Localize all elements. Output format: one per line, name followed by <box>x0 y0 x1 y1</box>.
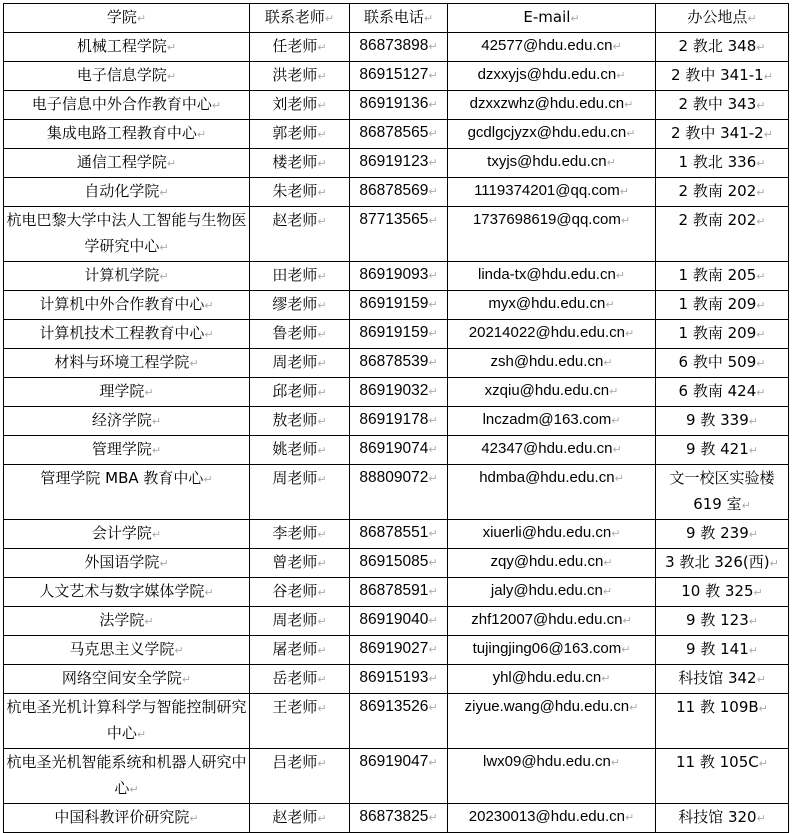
college-cell: 计算机学院↵ <box>4 262 250 291</box>
phone-text: 86878591 <box>359 582 429 599</box>
college-cell: 杭电巴黎大学中法人工智能与生物医学研究中心↵ <box>4 207 250 262</box>
email-text: dzxxzwhz@hdu.edu.cn <box>469 95 625 112</box>
phone-cell: 86919047↵ <box>350 749 448 804</box>
contact-table <box>3 3 789 833</box>
contact-table-body <box>4 4 789 833</box>
phone-text: 86919178 <box>359 411 429 428</box>
college-text: 网络空间安全学院 <box>61 669 182 687</box>
table-row <box>4 520 789 549</box>
email-text: 20214022@hdu.edu.cn <box>468 324 625 341</box>
office-text: 9 教 123 <box>686 611 749 629</box>
teacher-cell: 洪老师↵ <box>250 62 350 91</box>
table-row <box>4 665 789 694</box>
college-cell: 通信工程学院↵ <box>4 149 250 178</box>
office-cell: 9 教 239↵ <box>656 520 789 549</box>
table-row <box>4 636 789 665</box>
college-text: 电子信息中外合作教育中心 <box>31 95 212 113</box>
phone-cell: 86878539↵ <box>350 349 448 378</box>
email-text: xiuerli@hdu.edu.cn <box>482 524 612 541</box>
email-cell: xzqiu@hdu.edu.cn↵ <box>448 378 656 407</box>
office-cell: 9 教 421↵ <box>656 436 789 465</box>
table-row <box>4 407 789 436</box>
college-cell: 电子信息中外合作教育中心↵ <box>4 91 250 120</box>
phone-cell: 86873825↵ <box>350 804 448 833</box>
email-text: 42577@hdu.edu.cn <box>481 37 613 54</box>
phone-text: 88809072 <box>359 469 429 486</box>
college-cell: 马克思主义学院↵ <box>4 636 250 665</box>
teacher-text: 邱老师 <box>272 382 318 400</box>
header-teacher: 联系老师↵ <box>250 4 350 33</box>
email-text: zqy@hdu.edu.cn <box>490 553 604 570</box>
teacher-cell: 邱老师↵ <box>250 378 350 407</box>
college-text: 人文艺术与数字媒体学院 <box>39 582 205 600</box>
table-row <box>4 804 789 833</box>
email-cell: lwx09@hdu.edu.cn↵ <box>448 749 656 804</box>
college-text: 杭电巴黎大学中法人工智能与生物医学研究中心 <box>6 211 247 255</box>
phone-text: 86919027 <box>359 640 429 657</box>
table-row <box>4 149 789 178</box>
email-text: 42347@hdu.edu.cn <box>481 440 613 457</box>
office-text: 6 教南 424 <box>678 382 757 400</box>
phone-text: 86873898 <box>359 37 429 54</box>
office-text: 11 教 105C <box>676 753 759 771</box>
email-cell: 42347@hdu.edu.cn↵ <box>448 436 656 465</box>
teacher-cell: 田老师↵ <box>250 262 350 291</box>
table-row <box>4 378 789 407</box>
table-row <box>4 91 789 120</box>
phone-text: 87713565 <box>359 211 429 228</box>
teacher-cell: 周老师↵ <box>250 607 350 636</box>
email-cell: tujingjing06@163.com↵ <box>448 636 656 665</box>
email-cell: xiuerli@hdu.edu.cn↵ <box>448 520 656 549</box>
office-text: 9 教 339 <box>686 411 749 429</box>
email-cell: jaly@hdu.edu.cn↵ <box>448 578 656 607</box>
header-email: E-mail↵ <box>448 4 656 33</box>
office-text: 2 教南 202 <box>678 182 757 200</box>
college-cell: 材料与环境工程学院↵ <box>4 349 250 378</box>
phone-cell: 86915127↵ <box>350 62 448 91</box>
email-cell: dzxxyjs@hdu.edu.cn↵ <box>448 62 656 91</box>
phone-cell: 86878591↵ <box>350 578 448 607</box>
phone-text: 86878565 <box>359 124 429 141</box>
office-text: 1 教北 336 <box>678 153 757 171</box>
phone-text: 86915193 <box>359 669 429 686</box>
phone-text: 86878539 <box>359 353 429 370</box>
office-cell: 11 教 109B↵ <box>656 694 789 749</box>
phone-text: 86919159 <box>359 295 429 312</box>
teacher-text: 鲁老师 <box>272 324 318 342</box>
phone-text: 86919123 <box>359 153 429 170</box>
email-text: tujingjing06@163.com <box>472 640 622 657</box>
teacher-text: 吕老师 <box>272 753 318 771</box>
college-text: 自动化学院 <box>84 182 160 200</box>
college-cell: 计算机技术工程教育中心↵ <box>4 320 250 349</box>
email-text: jaly@hdu.edu.cn <box>490 582 603 599</box>
office-text: 1 教南 209 <box>678 324 757 342</box>
email-text: linda-tx@hdu.edu.cn <box>477 266 616 283</box>
college-cell: 杭电圣光机计算科学与智能控制研究中心↵ <box>4 694 250 749</box>
email-text: 20230013@hdu.edu.cn <box>468 808 625 825</box>
phone-cell: 86919093↵ <box>350 262 448 291</box>
email-text: myx@hdu.edu.cn <box>488 295 606 312</box>
teacher-text: 姚老师 <box>272 440 318 458</box>
email-cell: linda-tx@hdu.edu.cn↵ <box>448 262 656 291</box>
email-cell: 20230013@hdu.edu.cn↵ <box>448 804 656 833</box>
teacher-text: 田老师 <box>272 266 318 284</box>
college-text: 电子信息学院 <box>76 66 167 84</box>
office-cell: 2 教南 202↵ <box>656 207 789 262</box>
email-cell: 1737698619@qq.com↵ <box>448 207 656 262</box>
office-text: 科技馆 320 <box>678 808 757 826</box>
header-row <box>4 4 789 33</box>
teacher-cell: 吕老师↵ <box>250 749 350 804</box>
college-text: 计算机技术工程教育中心 <box>39 324 205 342</box>
table-row <box>4 349 789 378</box>
phone-cell: 86919178↵ <box>350 407 448 436</box>
email-text: 1119374201@qq.com <box>474 182 620 199</box>
phone-cell: 86919032↵ <box>350 378 448 407</box>
teacher-cell: 赵老师↵ <box>250 207 350 262</box>
office-text: 2 教中 341-2 <box>671 124 764 142</box>
office-cell: 1 教北 336↵ <box>656 149 789 178</box>
email-text: txyjs@hdu.edu.cn <box>487 153 607 170</box>
phone-text: 86919074 <box>359 440 429 457</box>
phone-cell: 88809072↵ <box>350 465 448 520</box>
email-text: 1737698619@qq.com <box>472 211 621 228</box>
email-cell: zsh@hdu.edu.cn↵ <box>448 349 656 378</box>
college-cell: 经济学院↵ <box>4 407 250 436</box>
college-text: 理学院 <box>99 382 145 400</box>
office-text: 科技馆 342 <box>678 669 757 687</box>
college-text: 外国语学院 <box>84 553 160 571</box>
college-cell: 计算机中外合作教育中心↵ <box>4 291 250 320</box>
office-cell: 9 教 141↵ <box>656 636 789 665</box>
table-row <box>4 33 789 62</box>
phone-cell: 87713565↵ <box>350 207 448 262</box>
office-text: 3 教北 326(西) <box>665 553 770 571</box>
phone-text: 86915127 <box>359 66 429 83</box>
phone-cell: 86919123↵ <box>350 149 448 178</box>
email-cell: ziyue.wang@hdu.edu.cn↵ <box>448 694 656 749</box>
teacher-text: 岳老师 <box>272 669 318 687</box>
office-cell: 3 教北 326(西)↵ <box>656 549 789 578</box>
teacher-text: 敖老师 <box>272 411 318 429</box>
college-text: 马克思主义学院 <box>69 640 175 658</box>
teacher-cell: 敖老师↵ <box>250 407 350 436</box>
teacher-text: 周老师 <box>272 611 318 629</box>
teacher-text: 朱老师 <box>272 182 318 200</box>
teacher-text: 缪老师 <box>272 295 318 313</box>
table-row <box>4 262 789 291</box>
college-cell: 人文艺术与数字媒体学院↵ <box>4 578 250 607</box>
header-office: 办公地点↵ <box>656 4 789 33</box>
table-row <box>4 62 789 91</box>
email-cell: yhl@hdu.edu.cn↵ <box>448 665 656 694</box>
office-text: 2 教南 202 <box>678 211 757 229</box>
email-cell: 1119374201@qq.com↵ <box>448 178 656 207</box>
teacher-text: 王老师 <box>272 698 318 716</box>
phone-text: 86919136 <box>359 95 429 112</box>
college-text: 杭电圣光机计算科学与智能控制研究中心 <box>6 698 247 742</box>
phone-cell: 86915193↵ <box>350 665 448 694</box>
email-cell: gcdlgcjyzx@hdu.edu.cn↵ <box>448 120 656 149</box>
phone-cell: 86878551↵ <box>350 520 448 549</box>
college-text: 机械工程学院 <box>76 37 167 55</box>
office-text: 1 教南 209 <box>678 295 757 313</box>
teacher-text: 刘老师 <box>272 95 318 113</box>
office-cell: 1 教南 209↵ <box>656 320 789 349</box>
table-row <box>4 320 789 349</box>
office-cell: 6 教中 509↵ <box>656 349 789 378</box>
header-college: 学院↵ <box>4 4 250 33</box>
college-text: 材料与环境工程学院 <box>54 353 190 371</box>
college-cell: 中国科教评价研究院↵ <box>4 804 250 833</box>
college-cell: 电子信息学院↵ <box>4 62 250 91</box>
office-cell: 9 教 339↵ <box>656 407 789 436</box>
teacher-cell: 刘老师↵ <box>250 91 350 120</box>
college-text: 管理学院 <box>91 440 152 458</box>
college-text: 集成电路工程教育中心 <box>46 124 197 142</box>
email-text: yhl@hdu.edu.cn <box>492 669 602 686</box>
teacher-text: 谷老师 <box>272 582 318 600</box>
teacher-text: 任老师 <box>272 37 318 55</box>
email-text: dzxxyjs@hdu.edu.cn <box>477 66 617 83</box>
teacher-text: 周老师 <box>272 353 318 371</box>
email-cell: 20214022@hdu.edu.cn↵ <box>448 320 656 349</box>
office-text: 2 教中 341-1 <box>671 66 764 84</box>
email-text: lwx09@hdu.edu.cn <box>482 753 611 770</box>
office-text: 9 教 239 <box>686 524 749 542</box>
email-cell: lnczadm@163.com↵ <box>448 407 656 436</box>
college-cell: 会计学院↵ <box>4 520 250 549</box>
office-cell: 2 教北 348↵ <box>656 33 789 62</box>
office-cell: 10 教 325↵ <box>656 578 789 607</box>
teacher-cell: 周老师↵ <box>250 465 350 520</box>
table-row <box>4 120 789 149</box>
teacher-cell: 屠老师↵ <box>250 636 350 665</box>
college-text: 杭电圣光机智能系统和机器人研究中心 <box>6 753 247 797</box>
office-cell: 2 教南 202↵ <box>656 178 789 207</box>
table-row <box>4 549 789 578</box>
table-row <box>4 178 789 207</box>
teacher-cell: 曾老师↵ <box>250 549 350 578</box>
phone-cell: 86919159↵ <box>350 320 448 349</box>
email-text: lnczadm@163.com <box>482 411 612 428</box>
teacher-cell: 赵老师↵ <box>250 804 350 833</box>
office-text: 11 教 109B <box>676 698 759 716</box>
office-cell: 1 教南 205↵ <box>656 262 789 291</box>
teacher-text: 郭老师 <box>272 124 318 142</box>
college-text: 通信工程学院 <box>76 153 167 171</box>
phone-text: 86919047 <box>359 753 429 770</box>
table-row <box>4 436 789 465</box>
table-row <box>4 749 789 804</box>
teacher-text: 赵老师 <box>272 808 318 826</box>
phone-cell: 86873898↵ <box>350 33 448 62</box>
college-cell: 管理学院↵ <box>4 436 250 465</box>
office-cell: 2 教中 341-1↵ <box>656 62 789 91</box>
teacher-cell: 鲁老师↵ <box>250 320 350 349</box>
phone-cell: 86913526↵ <box>350 694 448 749</box>
college-cell: 管理学院 MBA 教育中心↵ <box>4 465 250 520</box>
table-row <box>4 694 789 749</box>
office-text: 2 教中 343 <box>678 95 757 113</box>
teacher-cell: 朱老师↵ <box>250 178 350 207</box>
teacher-text: 楼老师 <box>272 153 318 171</box>
teacher-text: 周老师 <box>272 469 318 487</box>
phone-text: 86919032 <box>359 382 429 399</box>
teacher-cell: 李老师↵ <box>250 520 350 549</box>
email-cell: dzxxzwhz@hdu.edu.cn↵ <box>448 91 656 120</box>
header-phone: 联系电话↵ <box>350 4 448 33</box>
office-text: 6 教中 509 <box>678 353 757 371</box>
college-cell: 机械工程学院↵ <box>4 33 250 62</box>
email-text: ziyue.wang@hdu.edu.cn <box>464 698 630 715</box>
email-cell: zqy@hdu.edu.cn↵ <box>448 549 656 578</box>
college-cell: 网络空间安全学院↵ <box>4 665 250 694</box>
office-cell: 1 教南 209↵ <box>656 291 789 320</box>
office-text: 10 教 325 <box>681 582 754 600</box>
email-text: zhf12007@hdu.edu.cn <box>471 611 623 628</box>
teacher-cell: 姚老师↵ <box>250 436 350 465</box>
office-cell: 科技馆 320↵ <box>656 804 789 833</box>
email-cell: 42577@hdu.edu.cn↵ <box>448 33 656 62</box>
phone-cell: 86919136↵ <box>350 91 448 120</box>
college-text: 法学院 <box>99 611 145 629</box>
college-text: 中国科教评价研究院 <box>54 808 190 826</box>
office-text: 2 教北 348 <box>678 37 757 55</box>
email-cell: txyjs@hdu.edu.cn↵ <box>448 149 656 178</box>
phone-cell: 86919159↵ <box>350 291 448 320</box>
office-text: 1 教南 205 <box>678 266 757 284</box>
office-text: 文一校区实验楼 619 室 <box>669 469 775 513</box>
email-text: gcdlgcjyzx@hdu.edu.cn <box>467 124 627 141</box>
teacher-text: 曾老师 <box>272 553 318 571</box>
college-cell: 杭电圣光机智能系统和机器人研究中心↵ <box>4 749 250 804</box>
table-row <box>4 207 789 262</box>
phone-text: 86915085 <box>359 553 429 570</box>
office-text: 9 教 421 <box>686 440 749 458</box>
phone-text: 86878569 <box>359 182 429 199</box>
office-cell: 2 教中 343↵ <box>656 91 789 120</box>
office-cell: 6 教南 424↵ <box>656 378 789 407</box>
teacher-cell: 任老师↵ <box>250 33 350 62</box>
table-row <box>4 465 789 520</box>
teacher-cell: 岳老师↵ <box>250 665 350 694</box>
phone-cell: 86919074↵ <box>350 436 448 465</box>
email-cell: myx@hdu.edu.cn↵ <box>448 291 656 320</box>
phone-cell: 86919040↵ <box>350 607 448 636</box>
teacher-cell: 缪老师↵ <box>250 291 350 320</box>
teacher-cell: 楼老师↵ <box>250 149 350 178</box>
email-cell: hdmba@hdu.edu.cn↵ <box>448 465 656 520</box>
office-cell: 2 教中 341-2↵ <box>656 120 789 149</box>
teacher-cell: 谷老师↵ <box>250 578 350 607</box>
college-cell: 集成电路工程教育中心↵ <box>4 120 250 149</box>
college-text: 计算机中外合作教育中心 <box>39 295 205 313</box>
teacher-cell: 周老师↵ <box>250 349 350 378</box>
college-cell: 外国语学院↵ <box>4 549 250 578</box>
email-text: hdmba@hdu.edu.cn <box>479 469 615 486</box>
phone-text: 86919093 <box>359 266 429 283</box>
teacher-text: 洪老师 <box>272 66 318 84</box>
email-text: zsh@hdu.edu.cn <box>490 353 604 370</box>
phone-cell: 86919027↵ <box>350 636 448 665</box>
office-cell: 科技馆 342↵ <box>656 665 789 694</box>
teacher-cell: 王老师↵ <box>250 694 350 749</box>
table-row <box>4 291 789 320</box>
table-row <box>4 578 789 607</box>
phone-cell: 86878565↵ <box>350 120 448 149</box>
college-cell: 理学院↵ <box>4 378 250 407</box>
office-cell: 文一校区实验楼 619 室↵ <box>656 465 789 520</box>
table-row <box>4 607 789 636</box>
teacher-text: 屠老师 <box>272 640 318 658</box>
email-text: xzqiu@hdu.edu.cn <box>484 382 610 399</box>
office-text: 9 教 141 <box>686 640 749 658</box>
college-text: 会计学院 <box>91 524 152 542</box>
phone-cell: 86915085↵ <box>350 549 448 578</box>
phone-text: 86873825 <box>359 808 429 825</box>
office-cell: 11 教 105C↵ <box>656 749 789 804</box>
college-text: 经济学院 <box>91 411 152 429</box>
phone-text: 86919040 <box>359 611 429 628</box>
college-cell: 自动化学院↵ <box>4 178 250 207</box>
teacher-text: 赵老师 <box>272 211 318 229</box>
college-text: 管理学院 MBA 教育中心 <box>40 469 204 487</box>
college-text: 计算机学院 <box>84 266 160 284</box>
college-cell: 法学院↵ <box>4 607 250 636</box>
teacher-cell: 郭老师↵ <box>250 120 350 149</box>
phone-text: 86919159 <box>359 324 429 341</box>
office-cell: 9 教 123↵ <box>656 607 789 636</box>
teacher-text: 李老师 <box>272 524 318 542</box>
phone-cell: 86878569↵ <box>350 178 448 207</box>
email-cell: zhf12007@hdu.edu.cn↵ <box>448 607 656 636</box>
phone-text: 86913526 <box>359 698 429 715</box>
phone-text: 86878551 <box>359 524 429 541</box>
